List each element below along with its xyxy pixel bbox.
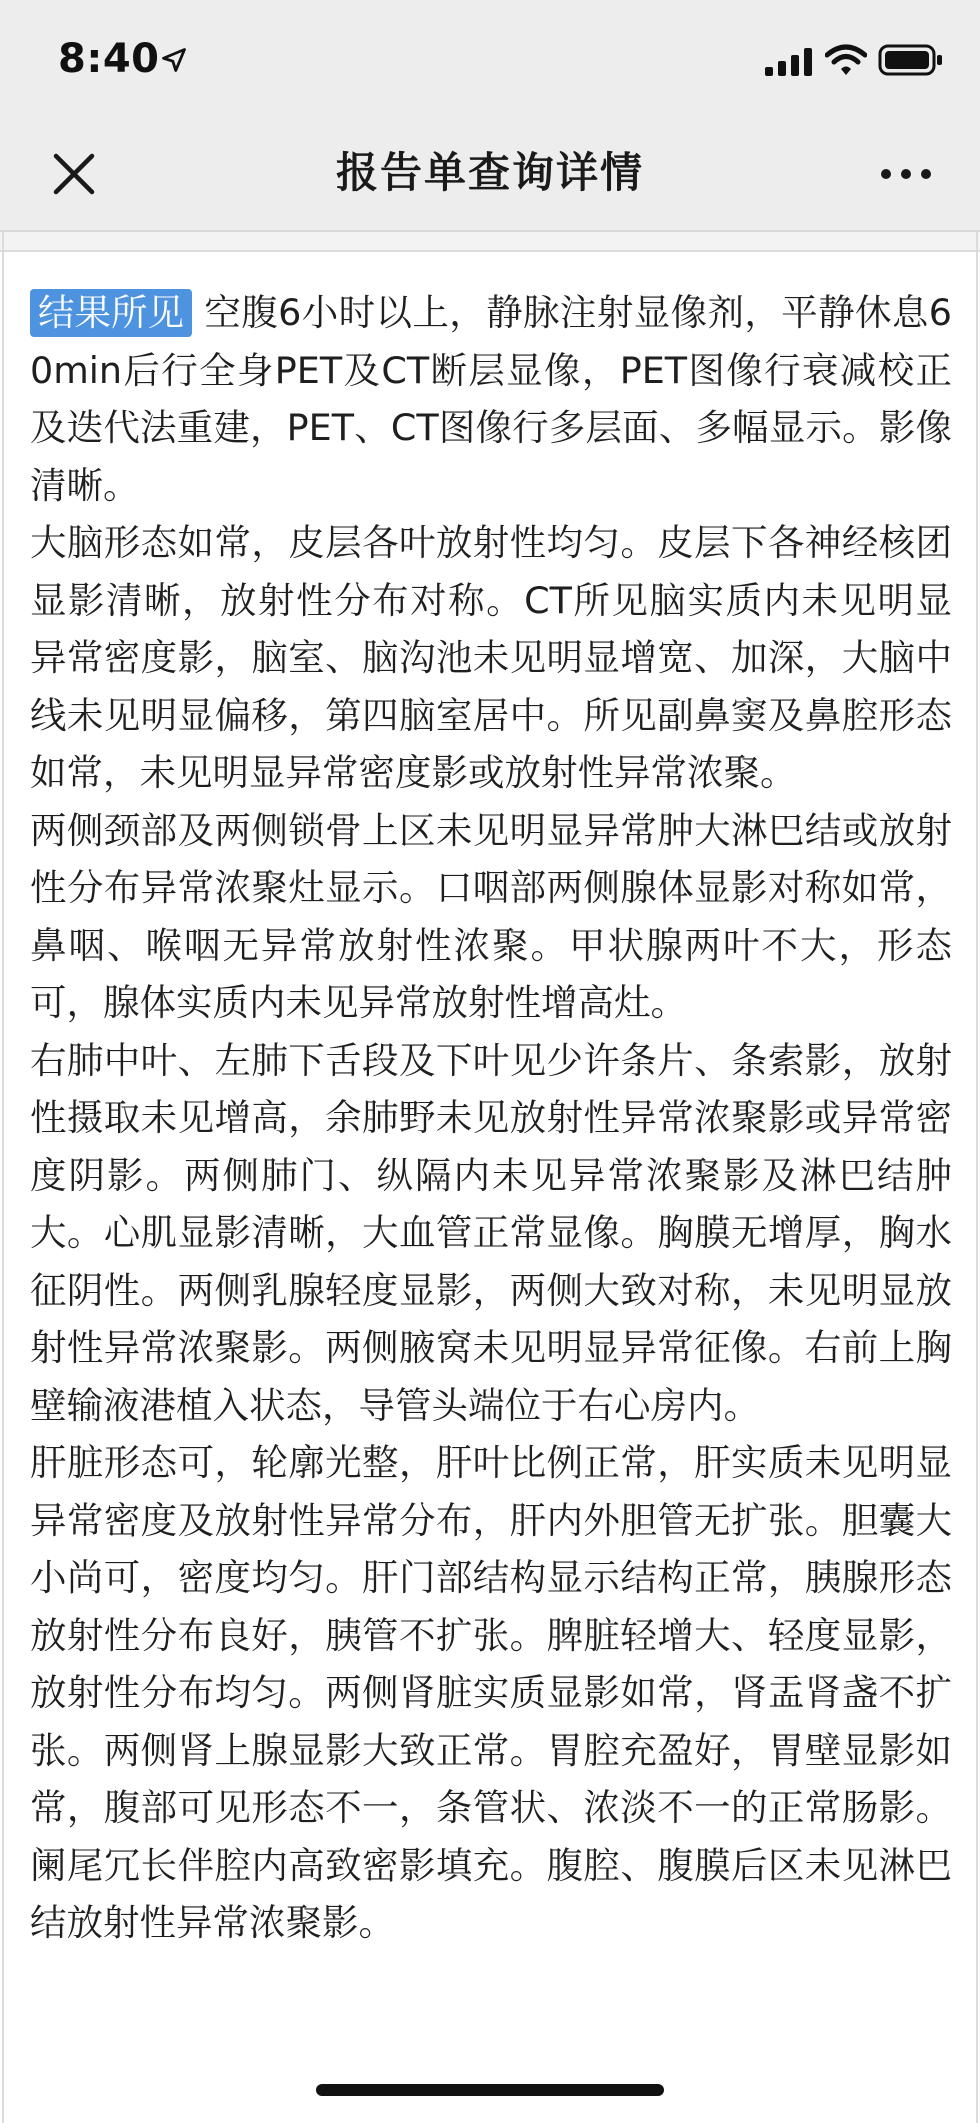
status-bar: [0, 0, 980, 110]
report-paragraph: [30, 284, 952, 514]
nav-bar: [0, 110, 980, 232]
findings-label: 结果所见: [30, 289, 192, 337]
content-gap: [0, 232, 980, 252]
report-paragraph: 右肺中叶、左肺下舌段及下叶见少许条片、条索影，放射性摄取未见增高，余肺野未见放射性异常浓聚影或异常密度阴影。两侧肺门、纵隔内未见异常浓聚影及淋巴结肿大。心肌显影清晰，大血管正常显像。胸膜无增厚，胸水征阴性。两侧乳腺轻度显影，两侧大致对称，未见明显放射性异常浓聚影。两侧腋窝未见明显异常征像。右前上胸壁输液港植入状态，导管头端位于右心房内。: [30, 1038, 952, 1427]
wifi-icon: [825, 44, 867, 76]
report-paragraph: 大脑形态如常，皮层各叶放射性均匀。皮层下各神经核团显影清晰，放射性分布对称。CT所见脑实质内未见明显异常密度影，脑室、脑沟池未见明显增宽、加深，大脑中线未见明显偏移，第四脑室居中。所见副鼻窦及鼻腔形态如常，未见明显异常密度影或放射性异常浓聚。: [30, 521, 952, 794]
report-findings: [30, 284, 952, 1952]
battery-icon: [878, 44, 944, 76]
frame-border-left: [2, 232, 4, 2123]
frame-divider: [0, 250, 980, 252]
paragraph-text: 空腹6小时以上，静脉注射显像剂，平静休息60min后行全身PET及CT断层显像，PET图像行衰减校正及迭代法重建，PET、CT图像行多层面、多幅显示。影像清晰。: [30, 291, 952, 507]
frame-border-right: [976, 232, 978, 2123]
report-paragraph: 两侧颈部及两侧锁骨上区未见明显异常肿大淋巴结或放射性分布异常浓聚灶显示。口咽部两侧腺体显影对称如常，鼻咽、喉咽无异常放射性浓聚。甲状腺两叶不大，形态可，腺体实质内未见异常放射性增高灶。: [30, 808, 952, 1024]
page-title: 报告单查询详情: [335, 148, 644, 197]
location-arrow-icon: [160, 46, 188, 74]
cellular-signal-icon: [765, 48, 815, 76]
home-indicator[interactable]: [316, 2084, 664, 2096]
report-paragraph: 肝脏形态可，轮廓光整，肝叶比例正常，肝实质未见明显异常密度及放射性异常分布，肝内外胆管无扩张。胆囊大小尚可，密度均匀。肝门部结构显示结构正常，胰腺形态放射性分布良好，胰管不扩张。脾脏轻增大、轻度显影，放射性分布均匀。两侧肾脏实质显影如常，肾盂肾盏不扩张。两侧肾上腺显影大致正常。胃腔充盈好，胃壁显影如常，腹部可见形态不一，条管状、浓淡不一的正常肠影。阑尾冗长伴腔内高致密影填充。腹腔、腹膜后区未见淋巴结放射性异常浓聚影。: [30, 1441, 952, 1944]
more-icon[interactable]: [876, 154, 936, 194]
status-time: 8:40: [58, 36, 160, 82]
